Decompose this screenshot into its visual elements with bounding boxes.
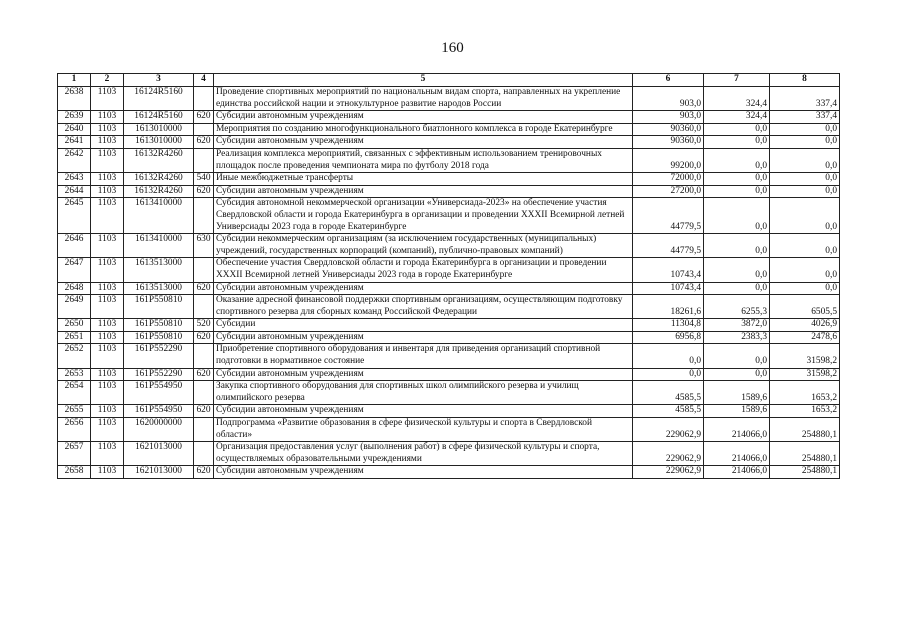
column-header: 1: [58, 74, 91, 87]
section-code-cell: 1103: [91, 368, 124, 381]
row-number-cell: 2638: [58, 87, 91, 111]
section-code-cell: 1103: [91, 234, 124, 258]
target-code-cell: 1613410000: [124, 198, 194, 234]
amount-col7-cell: 324,4: [704, 87, 770, 111]
target-code-cell: 1613410000: [124, 234, 194, 258]
row-number-cell: 2648: [58, 282, 91, 295]
expense-type-cell: 620: [194, 466, 214, 479]
row-number-cell: 2647: [58, 258, 91, 282]
table-row: [58, 173, 840, 186]
expense-type-cell: 540: [194, 173, 214, 186]
table-row: [58, 258, 840, 282]
amount-col7-cell: 0,0: [704, 185, 770, 198]
amount-col8-cell: 0,0: [770, 234, 840, 258]
amount-col6-cell: 4585,5: [633, 405, 704, 418]
description-cell: Субсидии: [214, 319, 633, 332]
amount-col6-cell: 229062,9: [633, 418, 704, 442]
amount-col8-cell: 0,0: [770, 173, 840, 186]
amount-col6-cell: 229062,9: [633, 442, 704, 466]
description-cell: Организация предоставления услуг (выполнения работ) в сфере физической культуры и спорта, осуществляемых образовательными учреждениями: [214, 442, 633, 466]
amount-col8-cell: 6505,5: [770, 295, 840, 319]
section-code-cell: 1103: [91, 87, 124, 111]
section-code-cell: 1103: [91, 198, 124, 234]
row-number-cell: 2658: [58, 466, 91, 479]
amount-col7-cell: 1589,6: [704, 381, 770, 405]
target-code-cell: 16132R4260: [124, 185, 194, 198]
table-row: [58, 331, 840, 344]
table-row: [58, 111, 840, 124]
amount-col6-cell: 903,0: [633, 87, 704, 111]
expense-type-cell: 620: [194, 185, 214, 198]
description-cell: Субсидии автономным учреждениям: [214, 185, 633, 198]
expense-type-cell: [194, 148, 214, 172]
description-cell: Субсидии автономным учреждениям: [214, 331, 633, 344]
amount-col8-cell: 337,4: [770, 87, 840, 111]
amount-col8-cell: 0,0: [770, 185, 840, 198]
section-code-cell: 1103: [91, 418, 124, 442]
amount-col7-cell: 0,0: [704, 136, 770, 149]
section-code-cell: 1103: [91, 381, 124, 405]
table-row: [58, 344, 840, 368]
amount-col6-cell: 44779,5: [633, 198, 704, 234]
target-code-cell: 161P550810: [124, 295, 194, 319]
amount-col6-cell: 99200,0: [633, 148, 704, 172]
amount-col7-cell: 0,0: [704, 344, 770, 368]
amount-col6-cell: 229062,9: [633, 466, 704, 479]
description-cell: Субсидии автономным учреждениям: [214, 368, 633, 381]
section-code-cell: 1103: [91, 331, 124, 344]
amount-col8-cell: 254880,1: [770, 442, 840, 466]
section-code-cell: 1103: [91, 466, 124, 479]
row-number-cell: 2646: [58, 234, 91, 258]
page-number: 160: [441, 40, 464, 56]
table-row: [58, 282, 840, 295]
section-code-cell: 1103: [91, 442, 124, 466]
row-number-cell: 2654: [58, 381, 91, 405]
target-code-cell: 1613010000: [124, 123, 194, 136]
table-row: [58, 185, 840, 198]
expense-type-cell: [194, 295, 214, 319]
amount-col7-cell: 2383,3: [704, 331, 770, 344]
column-header: 7: [704, 74, 770, 87]
amount-col6-cell: 0,0: [633, 344, 704, 368]
column-header: 2: [91, 74, 124, 87]
amount-col6-cell: 6956,8: [633, 331, 704, 344]
amount-col6-cell: 44779,5: [633, 234, 704, 258]
amount-col8-cell: 0,0: [770, 282, 840, 295]
row-number-cell: 2655: [58, 405, 91, 418]
row-number-cell: 2650: [58, 319, 91, 332]
target-code-cell: 1613513000: [124, 282, 194, 295]
description-cell: Мероприятия по созданию многофункционального биатлонного комплекса в городе Екатеринбурге: [214, 123, 633, 136]
expense-type-cell: [194, 418, 214, 442]
target-code-cell: 161P550810: [124, 319, 194, 332]
amount-col8-cell: 31598,2: [770, 368, 840, 381]
description-cell: Субсидии некоммерческим организациям (за исключением государственных (муниципальных) учреждений, государственных корпораций (компаний), публично-правовых компаний): [214, 234, 633, 258]
target-code-cell: 1620000000: [124, 418, 194, 442]
description-cell: Субсидии автономным учреждениям: [214, 136, 633, 149]
section-code-cell: 1103: [91, 319, 124, 332]
amount-col7-cell: 0,0: [704, 282, 770, 295]
table-row: [58, 234, 840, 258]
amount-col6-cell: 10743,4: [633, 282, 704, 295]
amount-col7-cell: 3872,0: [704, 319, 770, 332]
row-number-cell: 2642: [58, 148, 91, 172]
target-code-cell: 1621013000: [124, 442, 194, 466]
row-number-cell: 2649: [58, 295, 91, 319]
section-code-cell: 1103: [91, 295, 124, 319]
amount-col7-cell: 0,0: [704, 148, 770, 172]
section-code-cell: 1103: [91, 258, 124, 282]
amount-col7-cell: 214066,0: [704, 442, 770, 466]
expense-type-cell: [194, 87, 214, 111]
amount-col8-cell: 254880,1: [770, 466, 840, 479]
row-number-cell: 2645: [58, 198, 91, 234]
amount-col8-cell: 1653,2: [770, 405, 840, 418]
amount-col7-cell: 0,0: [704, 123, 770, 136]
amount-col6-cell: 11304,8: [633, 319, 704, 332]
column-header: 3: [124, 74, 194, 87]
section-code-cell: 1103: [91, 173, 124, 186]
column-header: 6: [633, 74, 704, 87]
amount-col6-cell: 0,0: [633, 368, 704, 381]
description-cell: Субсидия автономной некоммерческой организации «Универсиада-2023» на обеспечение участия Свердловской области и города Екатеринбурга в организации и проведении XXXII Всемирной летней Универсиады 2023 года в городе Екатеринбурге: [214, 198, 633, 234]
row-number-cell: 2651: [58, 331, 91, 344]
header-row: [58, 74, 840, 87]
description-cell: Проведение спортивных мероприятий по национальным видам спорта, направленных на укрепление единства российской нации и этнокультурное развитие народов России: [214, 87, 633, 111]
section-code-cell: 1103: [91, 148, 124, 172]
section-code-cell: 1103: [91, 405, 124, 418]
amount-col6-cell: 18261,6: [633, 295, 704, 319]
expense-type-cell: [194, 258, 214, 282]
section-code-cell: 1103: [91, 282, 124, 295]
amount-col7-cell: 214066,0: [704, 466, 770, 479]
table-row: [58, 198, 840, 234]
amount-col6-cell: 90360,0: [633, 123, 704, 136]
expense-type-cell: 620: [194, 111, 214, 124]
description-cell: Реализация комплекса мероприятий, связанных с эффективным использованием тренировочных площадок после проведения чемпионата мира по футболу 2018 года: [214, 148, 633, 172]
amount-col6-cell: 4585,5: [633, 381, 704, 405]
expense-type-cell: [194, 381, 214, 405]
amount-col7-cell: 214066,0: [704, 418, 770, 442]
amount-col7-cell: 0,0: [704, 173, 770, 186]
description-cell: Субсидии автономным учреждениям: [214, 111, 633, 124]
amount-col8-cell: 1653,2: [770, 381, 840, 405]
target-code-cell: 1621013000: [124, 466, 194, 479]
section-code-cell: 1103: [91, 344, 124, 368]
amount-col7-cell: 0,0: [704, 234, 770, 258]
row-number-cell: 2644: [58, 185, 91, 198]
column-header: 4: [194, 74, 214, 87]
amount-col8-cell: 0,0: [770, 136, 840, 149]
amount-col8-cell: 2478,6: [770, 331, 840, 344]
amount-col8-cell: 0,0: [770, 123, 840, 136]
amount-col8-cell: 0,0: [770, 198, 840, 234]
expense-type-cell: [194, 123, 214, 136]
target-code-cell: 16132R4260: [124, 148, 194, 172]
expense-type-cell: 620: [194, 136, 214, 149]
target-code-cell: 161P554950: [124, 405, 194, 418]
target-code-cell: 161P550810: [124, 331, 194, 344]
section-code-cell: 1103: [91, 123, 124, 136]
amount-col8-cell: 31598,2: [770, 344, 840, 368]
row-number-cell: 2643: [58, 173, 91, 186]
row-number-cell: 2657: [58, 442, 91, 466]
column-header: 8: [770, 74, 840, 87]
description-cell: Оказание адресной финансовой поддержки спортивным организациям, осуществляющим подготовку спортивного резерва для сборных команд Российской Федерации: [214, 295, 633, 319]
description-cell: Закупка спортивного оборудования для спортивных школ олимпийского резерва и училищ олимпийского резерва: [214, 381, 633, 405]
expense-type-cell: [194, 344, 214, 368]
amount-col7-cell: 1589,6: [704, 405, 770, 418]
target-code-cell: 16124R5160: [124, 87, 194, 111]
table-row: [58, 405, 840, 418]
description-cell: Обеспечение участия Свердловской области и города Екатеринбурга в организации и проведении XXXII Всемирной летней Универсиады 2023 года в городе Екатеринбурге: [214, 258, 633, 282]
table-row: [58, 123, 840, 136]
expense-type-cell: 620: [194, 405, 214, 418]
expense-type-cell: 620: [194, 331, 214, 344]
amount-col7-cell: 6255,3: [704, 295, 770, 319]
amount-col6-cell: 903,0: [633, 111, 704, 124]
amount-col8-cell: 4026,9: [770, 319, 840, 332]
amount-col7-cell: 324,4: [704, 111, 770, 124]
row-number-cell: 2641: [58, 136, 91, 149]
target-code-cell: 1613513000: [124, 258, 194, 282]
table-row: [58, 136, 840, 149]
expense-type-cell: 620: [194, 368, 214, 381]
description-cell: Субсидии автономным учреждениям: [214, 405, 633, 418]
row-number-cell: 2653: [58, 368, 91, 381]
table-row: [58, 466, 840, 479]
table-row: [58, 442, 840, 466]
expense-type-cell: 520: [194, 319, 214, 332]
amount-col8-cell: 0,0: [770, 258, 840, 282]
expense-type-cell: 630: [194, 234, 214, 258]
amount-col8-cell: 254880,1: [770, 418, 840, 442]
section-code-cell: 1103: [91, 136, 124, 149]
amount-col7-cell: 0,0: [704, 368, 770, 381]
amount-col6-cell: 27200,0: [633, 185, 704, 198]
target-code-cell: 161P552290: [124, 344, 194, 368]
description-cell: Субсидии автономным учреждениям: [214, 466, 633, 479]
budget-table: [57, 73, 840, 479]
table-row: [58, 295, 840, 319]
section-code-cell: 1103: [91, 185, 124, 198]
amount-col7-cell: 0,0: [704, 258, 770, 282]
row-number-cell: 2639: [58, 111, 91, 124]
target-code-cell: 161P554950: [124, 381, 194, 405]
expense-type-cell: [194, 198, 214, 234]
table-row: [58, 87, 840, 111]
column-header: 5: [214, 74, 633, 87]
description-cell: Иные межбюджетные трансферты: [214, 173, 633, 186]
description-cell: Подпрограмма «Развитие образования в сфере физической культуры и спорта в Свердловской области»: [214, 418, 633, 442]
description-cell: Приобретение спортивного оборудования и инвентаря для приведения организаций спортивной подготовки в нормативное состояние: [214, 344, 633, 368]
target-code-cell: 16132R4260: [124, 173, 194, 186]
expense-type-cell: 620: [194, 282, 214, 295]
table-row: [58, 319, 840, 332]
target-code-cell: 161P552290: [124, 368, 194, 381]
description-cell: Субсидии автономным учреждениям: [214, 282, 633, 295]
amount-col6-cell: 90360,0: [633, 136, 704, 149]
amount-col8-cell: 0,0: [770, 148, 840, 172]
section-code-cell: 1103: [91, 111, 124, 124]
amount-col8-cell: 337,4: [770, 111, 840, 124]
table-row: [58, 418, 840, 442]
table-row: [58, 368, 840, 381]
table-row: [58, 381, 840, 405]
target-code-cell: 1613010000: [124, 136, 194, 149]
row-number-cell: 2652: [58, 344, 91, 368]
table-row: [58, 148, 840, 172]
expense-type-cell: [194, 442, 214, 466]
amount-col6-cell: 72000,0: [633, 173, 704, 186]
target-code-cell: 16124R5160: [124, 111, 194, 124]
row-number-cell: 2656: [58, 418, 91, 442]
amount-col7-cell: 0,0: [704, 198, 770, 234]
amount-col6-cell: 10743,4: [633, 258, 704, 282]
row-number-cell: 2640: [58, 123, 91, 136]
